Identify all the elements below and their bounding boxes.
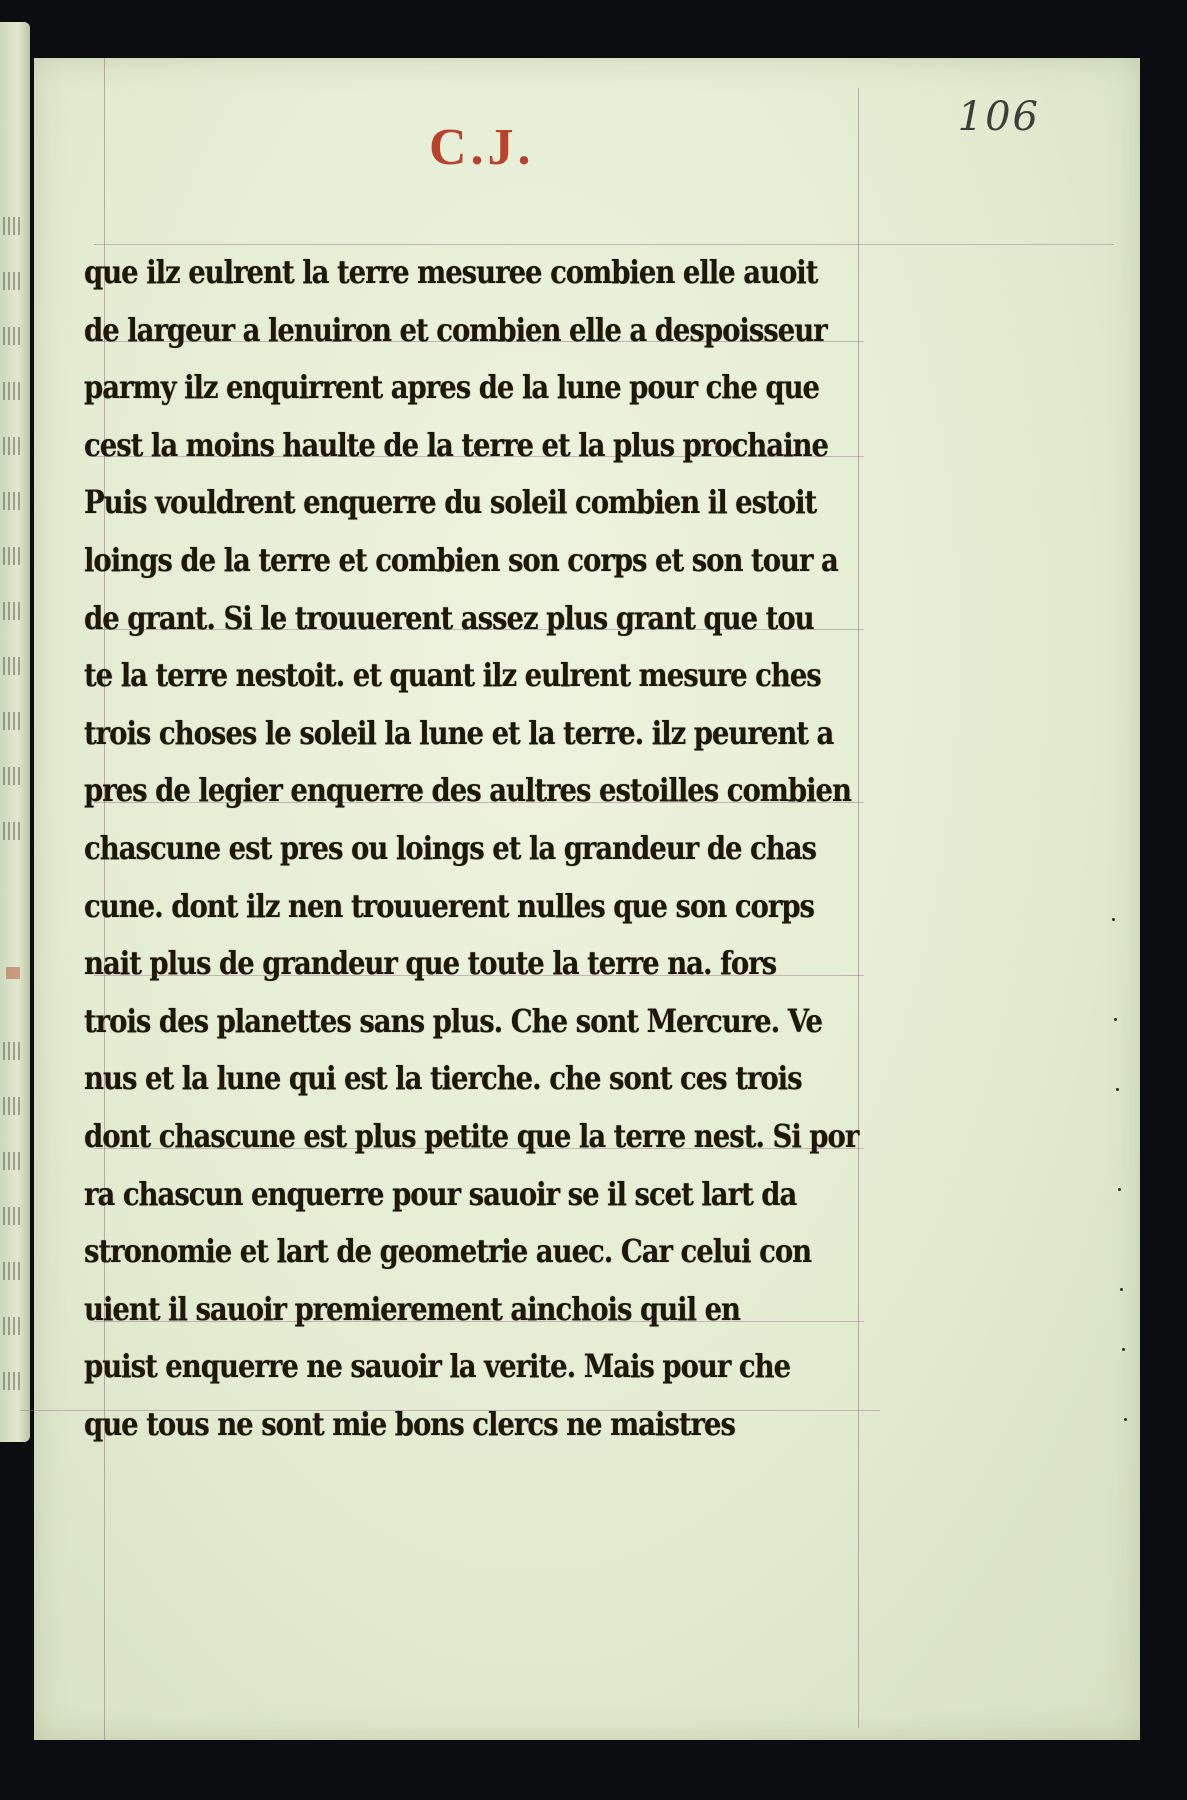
text-line: chascune est pres ou loings et la grandeur de chas [84, 828, 817, 867]
text-line: te la terre nestoit. et quant ilz eulrent mesure ches [84, 656, 821, 695]
text-line: pres de legier enquerre des aultres estoilles combien [84, 771, 851, 810]
text-line: de largeur a lenuiron et combien elle a despoisseur [84, 310, 827, 349]
text-line: parmy ilz enquirrent apres de la lune pour che que [84, 368, 820, 407]
text-line: que ilz eulrent la terre mesuree combien elle auoit [84, 253, 818, 291]
chapter-heading: C.J. [429, 119, 535, 176]
text-line: trois des planettes sans plus. Che sont Mercure. Ve [84, 1001, 823, 1040]
text-line: ra chascun enquerre pour sauoir se il scet lart da [84, 1174, 797, 1213]
text-block [84, 244, 902, 1453]
text-line: stronomie et lart de geometrie auec. Car celui con [84, 1232, 812, 1271]
text-line: uient il sauoir premierement ainchois quil en [84, 1289, 741, 1328]
text-line: cune. dont ilz nen trouuerent nulles que son corps [84, 886, 815, 925]
text-line: de grant. Si le trouuerent assez plus grant que tou [84, 598, 814, 637]
text-line: que tous ne sont mie bons clercs ne maistres [84, 1404, 735, 1443]
text-line: cest la moins haulte de la terre et la plus prochaine [84, 425, 828, 464]
adjacent-page-edge [0, 22, 30, 1442]
text-line: loings de la terre et combien son corps et son tour a [84, 540, 838, 579]
text-line: puist enquerre ne sauoir la verite. Mais pour che [84, 1347, 791, 1386]
text-line: nus et la lune qui est la tierche. che sont ces trois [84, 1059, 802, 1098]
folio-number: 106 [957, 94, 1040, 140]
text-line: trois choses le soleil la lune et la terre. ilz peurent a [84, 713, 834, 752]
manuscript-folio [34, 58, 1140, 1740]
text-line: nait plus de grandeur que toute la terre na. fors [84, 944, 777, 983]
text-line: dont chascune est plus petite que la terre nest. Si por [84, 1116, 859, 1155]
text-line: Puis vouldrent enquerre du soleil combien il estoit [84, 483, 817, 522]
